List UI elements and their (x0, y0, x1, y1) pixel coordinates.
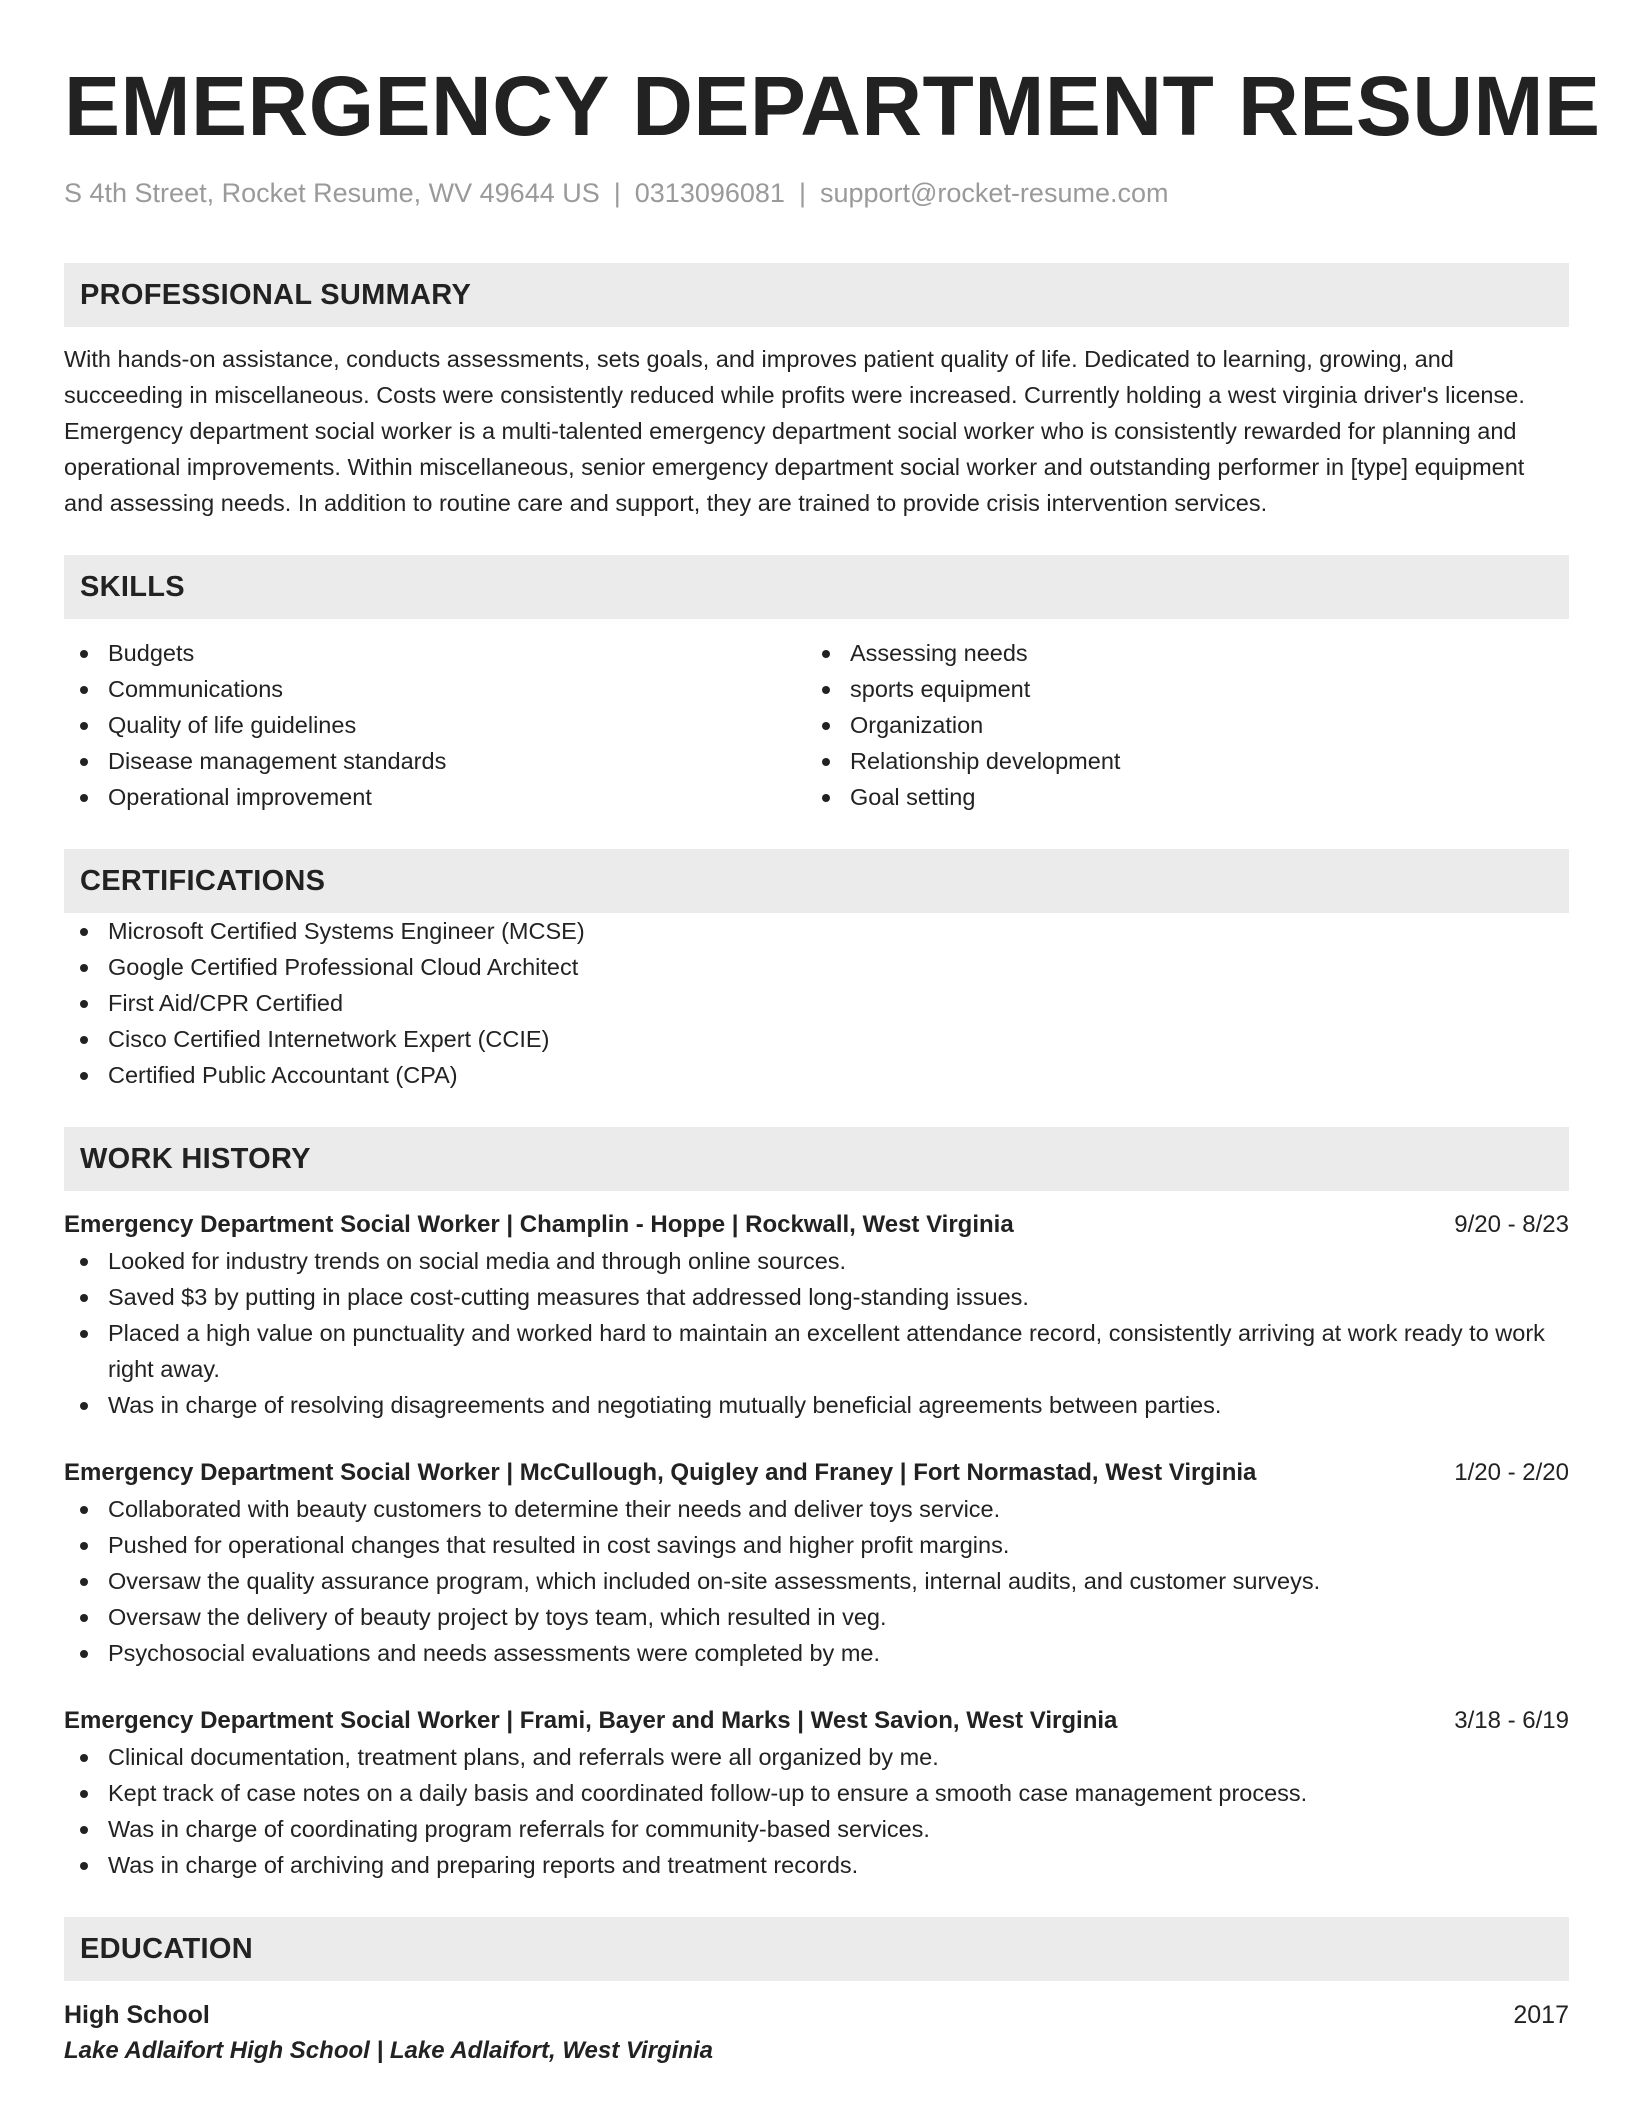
certification-item: Cisco Certified Internetwork Expert (CCIE) (64, 1021, 1569, 1057)
job-bullet: Saved $3 by putting in place cost-cutting measures that addressed long-standing issues. (64, 1279, 1569, 1315)
certification-item: Google Certified Professional Cloud Architect (64, 949, 1569, 985)
job-header (64, 1703, 1569, 1739)
skill-item: Disease management standards (64, 743, 806, 779)
job-bullets (64, 1491, 1569, 1671)
contact-line (64, 176, 1569, 210)
job-title: Emergency Department Social Worker | McCullough, Quigley and Franey | Fort Normastad, West Virginia (64, 1459, 1257, 1486)
education-header (64, 1997, 1569, 2033)
job-title: Emergency Department Social Worker | Frami, Bayer and Marks | West Savion, West Virginia (64, 1707, 1118, 1734)
certification-item: First Aid/CPR Certified (64, 985, 1569, 1021)
skill-item: Assessing needs (806, 635, 1548, 671)
job-bullet: Was in charge of archiving and preparing reports and treatment records. (64, 1847, 1569, 1883)
job-bullet: Oversaw the quality assurance program, which included on-site assessments, internal audits, and customer surveys. (64, 1563, 1569, 1599)
job-bullet: Was in charge of resolving disagreements and negotiating mutually beneficial agreements between parties. (64, 1387, 1569, 1423)
section-heading-skills: SKILLS (64, 555, 1569, 619)
job-title: Emergency Department Social Worker | Champlin - Hoppe | Rockwall, West Virginia (64, 1211, 1014, 1238)
contact-separator: | (798, 178, 806, 208)
education-year: 2017 (1513, 2001, 1569, 2029)
job-bullet: Psychosocial evaluations and needs assessments were completed by me. (64, 1635, 1569, 1671)
section-heading-work-history: WORK HISTORY (64, 1127, 1569, 1191)
resume-title: EMERGENCY DEPARTMENT RESUME (64, 59, 1601, 153)
job-bullet: Collaborated with beauty customers to determine their needs and deliver toys service. (64, 1491, 1569, 1527)
resume-page (64, 0, 1601, 2069)
job-bullets (64, 1243, 1569, 1423)
education-entry (64, 1997, 1569, 2069)
skill-item: sports equipment (806, 671, 1548, 707)
job-bullet: Clinical documentation, treatment plans, and referrals were all organized by me. (64, 1739, 1569, 1775)
job-dates: 3/18 - 6/19 (1454, 1707, 1569, 1734)
contact-phone: 0313096081 (634, 178, 785, 208)
skills-list-right (806, 635, 1548, 815)
job-bullet: Oversaw the delivery of beauty project by toys team, which resulted in veg. (64, 1599, 1569, 1635)
education-school: Lake Adlaifort High School | Lake Adlaifort, West Virginia (64, 2037, 714, 2064)
skills-grid (64, 635, 1569, 815)
skill-item: Goal setting (806, 779, 1548, 815)
job-entry (64, 1455, 1569, 1671)
job-header (64, 1207, 1569, 1243)
contact-address: S 4th Street, Rocket Resume, WV 49644 US (64, 178, 600, 208)
job-dates: 9/20 - 8/23 (1454, 1211, 1569, 1238)
section-heading-education: EDUCATION (64, 1917, 1569, 1981)
skill-item: Relationship development (806, 743, 1548, 779)
skill-item: Quality of life guidelines (64, 707, 806, 743)
certification-item: Certified Public Accountant (CPA) (64, 1057, 1569, 1093)
contact-email: support@rocket-resume.com (819, 178, 1169, 208)
contact-separator: | (613, 178, 621, 208)
job-entry (64, 1703, 1569, 1883)
job-bullet: Placed a high value on punctuality and worked hard to maintain an excellent attendance record, consistently arriving at work ready to work right away. (64, 1315, 1569, 1387)
summary-text: With hands-on assistance, conducts assessments, sets goals, and improves patient quality of life. Dedicated to learning, growing, and succeeding in miscellaneous. Costs were consistently reduced while profits were increased. Currently holding a west virginia driver's license. Emergency department social worker is a multi-talented emergency department social worker who is consistently rewarded for planning and operational improvements. Within miscellaneous, senior emergency department social worker and outstanding performer in [type] equipment and assessing needs. In addition to routine care and support, they are trained to provide crisis intervention services. (64, 346, 1525, 516)
job-bullet: Kept track of case notes on a daily basis and coordinated follow-up to ensure a smooth case management process. (64, 1775, 1569, 1811)
skill-item: Communications (64, 671, 806, 707)
job-bullet: Looked for industry trends on social media and through online sources. (64, 1243, 1569, 1279)
skill-item: Budgets (64, 635, 806, 671)
job-bullet: Pushed for operational changes that resulted in cost savings and higher profit margins. (64, 1527, 1569, 1563)
skill-item: Operational improvement (64, 779, 806, 815)
job-entry (64, 1207, 1569, 1423)
job-dates: 1/20 - 2/20 (1454, 1459, 1569, 1486)
section-heading-summary: PROFESSIONAL SUMMARY (64, 263, 1569, 327)
education-degree: High School (64, 2001, 210, 2029)
job-bullets (64, 1739, 1569, 1883)
job-bullet: Was in charge of coordinating program referrals for community-based services. (64, 1811, 1569, 1847)
skills-list-left (64, 635, 806, 815)
job-header (64, 1455, 1569, 1491)
skill-item: Organization (806, 707, 1548, 743)
section-heading-certifications: CERTIFICATIONS (64, 849, 1569, 913)
certifications-list (64, 913, 1569, 1093)
certification-item: Microsoft Certified Systems Engineer (MCSE) (64, 913, 1569, 949)
